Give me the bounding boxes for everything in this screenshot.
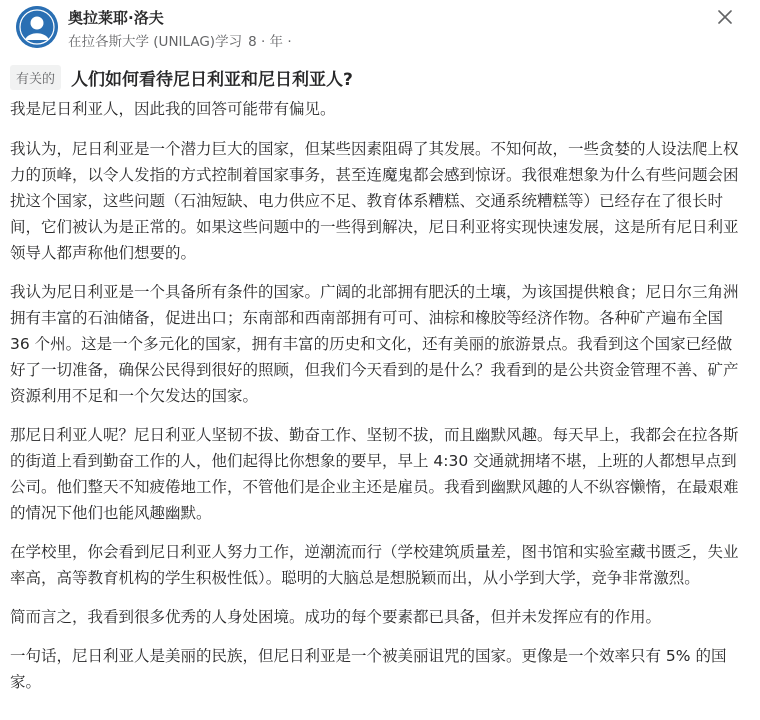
avatar[interactable] <box>16 6 58 48</box>
answer-paragraph: 我认为，尼日利亚是一个潜力巨大的国家，但某些因素阻碍了其发展。不知何故，一些贪婪的人设法爬上权力的顶峰，以令人发指的方式控制着国家事务，甚至连魔鬼都会感到惊讶。我很难想象为什么有些问题会困扰这个国家，这些问题（石油短缺、电力供应不足、教育体系糟糕、交通系统糟糕等）已经存在了很长时间，它们被认为是正常的。如果这些问题中的一些得到解决，尼日利亚将实现快速发展，这是所有尼日利亚领导人都声称他们想要的。 <box>10 140 739 262</box>
close-button[interactable] <box>712 4 738 30</box>
answer-time: 8 · 年 · <box>248 34 292 50</box>
author-meta <box>68 30 298 50</box>
avatar-icon <box>16 6 58 48</box>
author-credential[interactable]: 在拉各斯大学 (UNILAG)学习 <box>68 34 243 50</box>
answer-paragraph: 那尼日利亚人呢？尼日利亚人坚韧不拔、勤奋工作、坚韧不拔，而且幽默风趣。每天早上，我都会在拉各斯的街道上看到勤奋工作的人，他们起得比你想象的要早，早上 4:30 交通就拥堵不堪，上班的人都想早点到公司。他们整天不知疲倦地工作，不管他们是企业主还是雇员。我看到幽默风趣的人不纵容懒惰，在最艰难的情况下他们也能风趣幽默。 <box>10 426 739 522</box>
answer-paragraph: 在学校里，你会看到尼日利亚人努力工作，逆潮流而行（学校建筑质量差，图书馆和实验室藏书匮乏，失业率高，高等教育机构的学生积极性低）。聪明的大脑总是想脱颖而出，从小学到大学，竞争非常激烈。 <box>10 543 739 587</box>
answer-paragraph: 我是尼日利亚人，因此我的回答可能带有偏见。 <box>10 100 336 118</box>
answer-header <box>10 0 742 58</box>
related-question <box>10 62 742 92</box>
answer-paragraph: 一句话，尼日利亚人是美丽的民族，但尼日利亚是一个被美丽诅咒的国家。更像是一个效率只有 5% 的国家。 <box>10 647 727 691</box>
close-icon <box>718 10 732 24</box>
answer-paragraph: 我认为尼日利亚是一个具备所有条件的国家。广阔的北部拥有肥沃的土壤，为该国提供粮食；尼日尔三角洲拥有丰富的石油储备，促进出口；东南部和西南部拥有可可、油棕和橡胶等经济作物。各种矿产遍布全国 36 个州。这是一个多元化的国家，拥有丰富的历史和文化，还有美丽的旅游景点。我看到这个国家已经做好了一切准备，确保公民得到很好的照顾，但我们今天看到的是什么？我看到的是公共资金管理不善、矿产资源利用不足和一个欠发达的国家。 <box>10 283 739 405</box>
answer-paragraph: 简而言之，我看到很多优秀的人身处困境。成功的每个要素都已具备，但并未发挥应有的作用。 <box>10 608 662 626</box>
author-name[interactable]: 奥拉莱耶·洛夫 <box>68 9 164 27</box>
question-title[interactable]: 人们如何看待尼日利亚和尼日利亚人? <box>71 69 353 90</box>
related-tag: 有关的 <box>10 65 61 90</box>
answer-body <box>10 96 742 695</box>
